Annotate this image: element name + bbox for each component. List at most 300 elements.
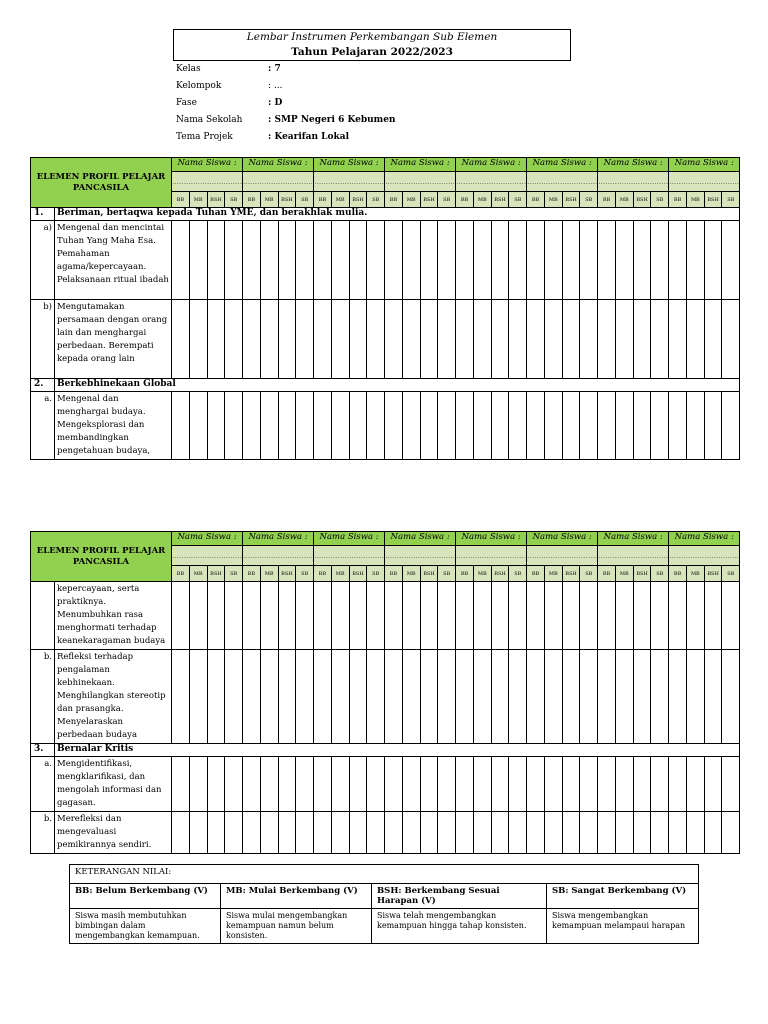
score-cell[interactable] [438,300,456,379]
score-cell[interactable] [420,392,438,460]
student-name-field[interactable]: ………………………… [172,172,243,192]
student-name-field[interactable]: ………………………… [527,546,598,566]
score-col-header: MB [331,192,349,208]
score-cell[interactable] [260,221,278,300]
score-cell[interactable] [207,221,225,300]
legend-desc-sb: Siswa mengembangkan kemampuan melampaui harapan [547,909,699,944]
score-cell[interactable] [207,300,225,379]
score-cell[interactable] [367,221,385,300]
score-cell[interactable] [314,221,332,300]
score-cell[interactable] [367,812,385,854]
score-cell[interactable] [420,812,438,854]
score-cell[interactable] [615,221,633,300]
score-cell[interactable] [260,812,278,854]
score-cell[interactable] [402,582,420,650]
score-cell[interactable] [598,300,616,379]
score-col-header: MB [473,192,491,208]
score-cell[interactable] [615,757,633,812]
score-cell[interactable] [225,392,243,460]
score-cell[interactable] [704,392,722,460]
score-cell[interactable] [260,582,278,650]
score-cell[interactable] [722,300,740,379]
score-cell[interactable] [704,812,722,854]
sub-element-row [31,812,740,854]
score-cell[interactable] [189,757,207,812]
sub-element-description: Refleksi terhadap pengalaman kebhinekaan. Menghilangkan stereotip dan prasangka. Menyelaraskan perbedaan budaya [55,650,172,744]
student-name-field[interactable]: ………………………… [669,546,740,566]
score-cell[interactable] [509,221,527,300]
score-cell[interactable] [527,582,545,650]
score-cell[interactable] [278,300,296,379]
score-cell[interactable] [189,300,207,379]
student-name-field[interactable]: ………………………… [527,172,598,192]
score-cell[interactable] [669,650,687,744]
score-cell[interactable] [527,757,545,812]
score-cell[interactable] [331,582,349,650]
score-cell[interactable] [189,582,207,650]
score-cell[interactable] [278,812,296,854]
score-cell[interactable] [331,221,349,300]
score-cell[interactable] [438,221,456,300]
score-cell[interactable] [172,300,190,379]
info-row [176,81,395,98]
score-cell[interactable] [314,812,332,854]
score-cell[interactable] [580,392,598,460]
score-cell[interactable] [722,757,740,812]
score-cell[interactable] [598,392,616,460]
score-cell[interactable] [207,757,225,812]
score-cell[interactable] [704,757,722,812]
score-cell[interactable] [420,221,438,300]
score-cell[interactable] [260,757,278,812]
score-cell[interactable] [669,221,687,300]
score-cell[interactable] [491,221,509,300]
score-cell[interactable] [633,757,651,812]
score-cell[interactable] [385,300,403,379]
score-cell[interactable] [402,221,420,300]
score-cell[interactable] [225,300,243,379]
legend-head-bsh: BSH: Berkembang Sesuai Harapan (V) [372,884,547,909]
score-col-header: SB [580,566,598,582]
score-cell[interactable] [473,300,491,379]
score-cell[interactable] [527,300,545,379]
score-cell[interactable] [456,812,474,854]
info-label: Kelas [176,64,201,74]
score-cell[interactable] [367,650,385,744]
score-cell[interactable] [509,300,527,379]
legend-head-sb: SB: Sangat Berkembang (V) [547,884,699,909]
score-cell[interactable] [669,812,687,854]
score-cell[interactable] [225,757,243,812]
score-cell[interactable] [704,300,722,379]
score-cell[interactable] [296,650,314,744]
score-col-header: BSH [278,566,296,582]
sub-element-description: Mengenal dan menghargai budaya. Mengeksplorasi dan membandingkan pengetahuan budaya, [55,392,172,460]
score-col-header: SB [296,566,314,582]
score-cell[interactable] [473,812,491,854]
score-cell[interactable] [189,650,207,744]
score-cell[interactable] [331,300,349,379]
student-name-field[interactable]: ………………………… [385,546,456,566]
score-cell[interactable] [491,650,509,744]
score-cell[interactable] [544,300,562,379]
score-cell[interactable] [491,757,509,812]
score-cell[interactable] [349,812,367,854]
score-cell[interactable] [189,812,207,854]
score-cell[interactable] [385,812,403,854]
score-cell[interactable] [580,757,598,812]
section-row [31,379,740,392]
info-value: : Kearifan Lokal [268,132,349,142]
score-cell[interactable] [349,757,367,812]
score-cell[interactable] [686,757,704,812]
student-name-header: Nama Siswa : [598,158,669,172]
score-cell[interactable] [367,582,385,650]
score-cell[interactable] [633,300,651,379]
assessment-table-page1 [30,157,740,460]
score-cell[interactable] [172,392,190,460]
score-cell[interactable] [615,650,633,744]
score-cell[interactable] [243,300,261,379]
score-cell[interactable] [704,650,722,744]
score-cell[interactable] [562,812,580,854]
section-number: 1. [31,208,55,221]
score-col-header: MB [686,192,704,208]
score-cell[interactable] [473,650,491,744]
section-row [31,208,740,221]
score-cell[interactable] [402,812,420,854]
score-cell[interactable] [385,221,403,300]
score-cell[interactable] [669,757,687,812]
score-cell[interactable] [189,392,207,460]
student-name-field[interactable]: ………………………… [456,546,527,566]
info-row [176,115,395,132]
sub-element-description: Merefleksi dan mengevaluasi pemikirannya sendiri. [55,812,172,854]
score-cell[interactable] [296,392,314,460]
score-cell[interactable] [172,812,190,854]
score-col-header: SB [367,566,385,582]
score-cell[interactable] [722,650,740,744]
score-cell[interactable] [296,812,314,854]
score-cell[interactable] [207,650,225,744]
score-cell[interactable] [438,650,456,744]
score-cell[interactable] [243,582,261,650]
score-cell[interactable] [704,582,722,650]
student-name-field[interactable]: ………………………… [385,172,456,192]
score-cell[interactable] [349,221,367,300]
score-cell[interactable] [225,221,243,300]
score-cell[interactable] [686,650,704,744]
score-col-header: MB [260,192,278,208]
score-cell[interactable] [278,392,296,460]
score-cell[interactable] [189,221,207,300]
score-cell[interactable] [598,757,616,812]
score-cell[interactable] [314,300,332,379]
score-col-header: MB [473,566,491,582]
score-cell[interactable] [438,582,456,650]
sub-element-description: Mengidentifikasi, mengklarifikasi, dan mengolah informasi dan gagasan. [55,757,172,812]
score-cell[interactable] [633,221,651,300]
score-cell[interactable] [491,582,509,650]
score-cell[interactable] [172,650,190,744]
student-name-field[interactable]: ………………………… [598,546,669,566]
student-name-field[interactable]: ………………………… [669,172,740,192]
score-cell[interactable] [615,582,633,650]
score-cell[interactable] [562,582,580,650]
score-col-header: SB [225,192,243,208]
score-col-header: MB [615,192,633,208]
score-cell[interactable] [420,582,438,650]
info-label: Fase [176,98,197,108]
score-cell[interactable] [207,392,225,460]
score-cell[interactable] [225,650,243,744]
score-cell[interactable] [598,582,616,650]
score-cell[interactable] [722,392,740,460]
score-cell[interactable] [562,650,580,744]
score-cell[interactable] [296,582,314,650]
score-cell[interactable] [349,392,367,460]
section-row [31,744,740,757]
score-cell[interactable] [669,300,687,379]
score-cell[interactable] [207,812,225,854]
score-cell[interactable] [296,300,314,379]
score-col-header: BB [385,566,403,582]
score-cell[interactable] [172,757,190,812]
score-cell[interactable] [367,757,385,812]
score-cell[interactable] [491,812,509,854]
score-cell[interactable] [651,582,669,650]
score-cell[interactable] [225,582,243,650]
student-name-field[interactable]: ………………………… [172,546,243,566]
score-cell[interactable] [633,392,651,460]
score-cell[interactable] [385,650,403,744]
score-cell[interactable] [438,392,456,460]
score-cell[interactable] [314,650,332,744]
sub-element-description: kepercayaan, serta praktiknya. Menumbuhkan rasa menghormati terhadap keanekaragaman budaya [55,582,172,650]
score-cell[interactable] [456,582,474,650]
student-name-field[interactable]: ………………………… [598,172,669,192]
score-cell[interactable] [438,757,456,812]
section-title: Beriman, bertaqwa kepada Tuhan YME, dan berakhlak mulia. [55,208,740,221]
score-col-header: MB [189,192,207,208]
header-row [31,532,740,546]
score-cell[interactable] [544,757,562,812]
score-cell[interactable] [633,812,651,854]
score-cell[interactable] [615,812,633,854]
info-label: Nama Sekolah [176,115,243,125]
score-cell[interactable] [456,757,474,812]
student-name-header: Nama Siswa : [456,158,527,172]
score-cell[interactable] [456,300,474,379]
score-cell[interactable] [260,300,278,379]
student-name-field[interactable]: ………………………… [243,172,314,192]
student-name-field[interactable]: ………………………… [243,546,314,566]
score-cell[interactable] [278,582,296,650]
score-cell[interactable] [651,812,669,854]
score-cell[interactable] [296,221,314,300]
score-cell[interactable] [402,650,420,744]
score-cell[interactable] [207,582,225,650]
score-col-header: MB [544,566,562,582]
score-cell[interactable] [544,221,562,300]
score-cell[interactable] [651,392,669,460]
score-cell[interactable] [686,582,704,650]
score-cell[interactable] [633,650,651,744]
student-name-field[interactable]: ………………………… [314,546,385,566]
score-cell[interactable] [296,757,314,812]
score-cell[interactable] [385,392,403,460]
score-cell[interactable] [473,757,491,812]
score-cell[interactable] [509,582,527,650]
score-cell[interactable] [260,392,278,460]
assessment-table-page2 [30,531,740,854]
score-cell[interactable] [527,392,545,460]
student-name-field[interactable]: ………………………… [314,172,385,192]
score-cell[interactable] [260,650,278,744]
legend-title: KETERANGAN NILAI: [70,865,699,884]
score-cell[interactable] [402,300,420,379]
score-cell[interactable] [473,582,491,650]
score-cell[interactable] [473,392,491,460]
score-cell[interactable] [544,582,562,650]
score-cell[interactable] [172,582,190,650]
info-row [176,64,395,81]
sub-element-label [31,582,55,650]
score-cell[interactable] [331,757,349,812]
score-cell[interactable] [225,812,243,854]
score-cell[interactable] [544,812,562,854]
score-cell[interactable] [686,300,704,379]
score-cell[interactable] [527,221,545,300]
score-cell[interactable] [651,300,669,379]
score-cell[interactable] [491,300,509,379]
student-name-field[interactable]: ………………………… [456,172,527,192]
score-cell[interactable] [686,392,704,460]
score-cell[interactable] [509,757,527,812]
student-name-header: Nama Siswa : [527,158,598,172]
score-col-header: SB [367,192,385,208]
score-cell[interactable] [615,392,633,460]
score-cell[interactable] [580,300,598,379]
score-cell[interactable] [314,582,332,650]
score-cell[interactable] [633,582,651,650]
score-cell[interactable] [598,650,616,744]
score-cell[interactable] [367,300,385,379]
score-cell[interactable] [278,221,296,300]
score-cell[interactable] [385,582,403,650]
score-cell[interactable] [243,812,261,854]
score-cell[interactable] [420,300,438,379]
score-cell[interactable] [509,650,527,744]
info-value: : ... [268,81,283,91]
score-cell[interactable] [314,757,332,812]
score-cell[interactable] [651,650,669,744]
score-cell[interactable] [402,757,420,812]
score-cell[interactable] [243,650,261,744]
score-cell[interactable] [243,757,261,812]
score-cell[interactable] [598,812,616,854]
score-col-header: BB [314,566,332,582]
score-cell[interactable] [243,392,261,460]
score-cell[interactable] [527,812,545,854]
score-cell[interactable] [172,221,190,300]
score-cell[interactable] [527,650,545,744]
score-cell[interactable] [349,650,367,744]
score-cell[interactable] [278,757,296,812]
score-cell[interactable] [420,757,438,812]
info-row [176,98,395,115]
score-cell[interactable] [598,221,616,300]
score-cell[interactable] [544,392,562,460]
score-cell[interactable] [669,582,687,650]
score-cell[interactable] [278,650,296,744]
score-cell[interactable] [669,392,687,460]
score-cell[interactable] [562,300,580,379]
score-cell[interactable] [562,757,580,812]
score-cell[interactable] [562,392,580,460]
score-col-header: BSH [420,192,438,208]
score-cell[interactable] [349,300,367,379]
score-cell[interactable] [509,392,527,460]
score-cell[interactable] [331,650,349,744]
sub-element-row [31,392,740,460]
score-cell[interactable] [580,650,598,744]
score-cell[interactable] [314,392,332,460]
score-cell[interactable] [686,812,704,854]
score-cell[interactable] [562,221,580,300]
score-cell[interactable] [580,582,598,650]
score-cell[interactable] [580,221,598,300]
score-cell[interactable] [385,757,403,812]
score-col-header: SB [580,192,598,208]
score-cell[interactable] [722,221,740,300]
student-name-header: Nama Siswa : [172,532,243,546]
score-col-header: BB [527,192,545,208]
score-cell[interactable] [722,582,740,650]
element-header: ELEMEN PROFIL PELAJAR PANCASILA [31,158,172,208]
score-cell[interactable] [331,812,349,854]
score-col-header: MB [189,566,207,582]
sub-element-label: a) [31,221,55,300]
score-cell[interactable] [367,392,385,460]
score-cell[interactable] [331,392,349,460]
score-cell[interactable] [509,812,527,854]
score-cell[interactable] [456,221,474,300]
score-cell[interactable] [243,221,261,300]
score-col-header: BB [598,566,616,582]
score-cell[interactable] [651,757,669,812]
score-cell[interactable] [438,812,456,854]
score-cell[interactable] [349,582,367,650]
score-col-header: SB [225,566,243,582]
score-cell[interactable] [491,392,509,460]
score-cell[interactable] [615,300,633,379]
score-cell[interactable] [686,221,704,300]
score-cell[interactable] [544,650,562,744]
info-value: : SMP Negeri 6 Kebumen [268,115,396,125]
score-cell[interactable] [580,812,598,854]
score-cell[interactable] [704,221,722,300]
score-cell[interactable] [722,812,740,854]
score-cell[interactable] [473,221,491,300]
legend-desc-bsh: Siswa telah mengembangkan kemampuan hingga tahap konsisten. [372,909,547,944]
score-cell[interactable] [456,650,474,744]
score-cell[interactable] [651,221,669,300]
score-cell[interactable] [420,650,438,744]
sub-element-label: b. [31,650,55,744]
score-cell[interactable] [402,392,420,460]
score-cell[interactable] [456,392,474,460]
